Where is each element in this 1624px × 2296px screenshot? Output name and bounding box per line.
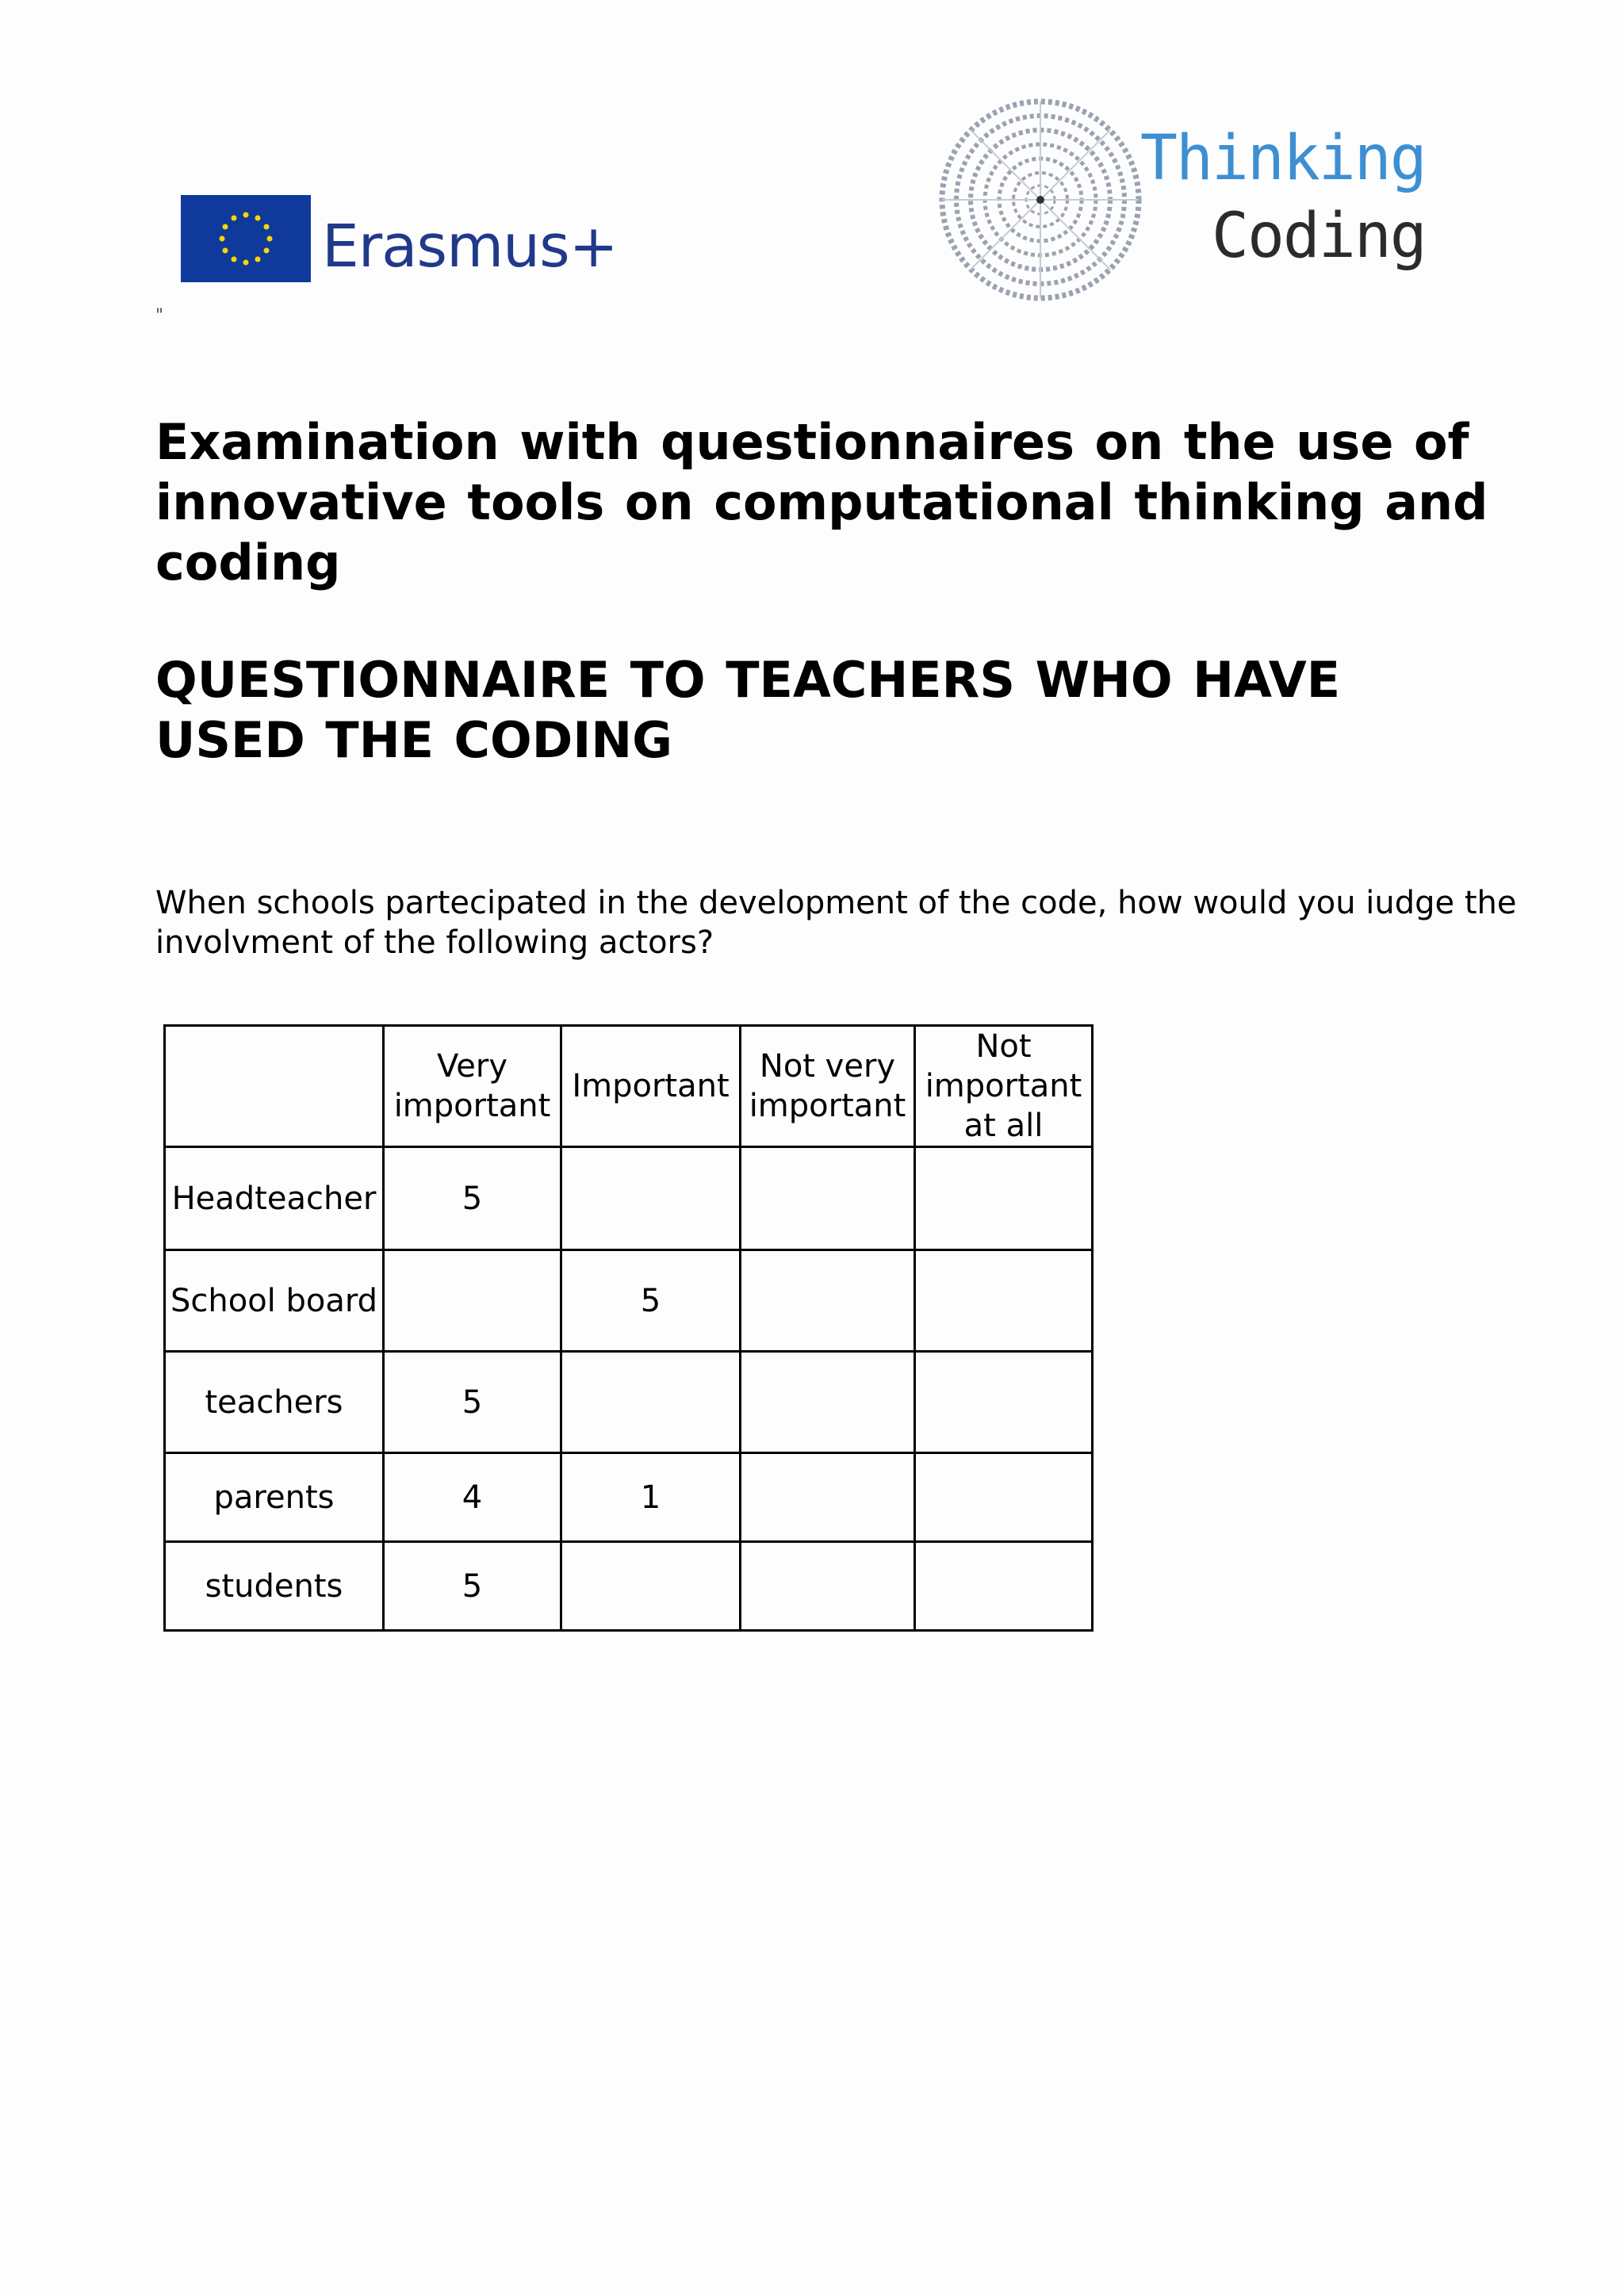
table-row bbox=[165, 1147, 1093, 1250]
column-header-not-important-at-all: Not important at all bbox=[915, 1026, 1093, 1147]
actor-cell: School board bbox=[165, 1250, 384, 1352]
actor-cell: teachers bbox=[165, 1352, 384, 1453]
table-row bbox=[165, 1453, 1093, 1542]
coding-logo-word: Coding bbox=[1212, 201, 1426, 272]
not-important-at-all-cell bbox=[915, 1250, 1093, 1352]
thinking-coding-logo bbox=[936, 95, 1459, 317]
table-row bbox=[165, 1250, 1093, 1352]
not-important-at-all-cell bbox=[915, 1542, 1093, 1631]
column-header-not-very-important: Not very important bbox=[741, 1026, 915, 1147]
very-important-cell: 5 bbox=[384, 1542, 561, 1631]
not-very-important-cell bbox=[741, 1542, 915, 1631]
important-cell bbox=[561, 1542, 741, 1631]
very-important-cell: 5 bbox=[384, 1352, 561, 1453]
not-very-important-cell bbox=[741, 1147, 915, 1250]
questionnaire-subtitle: QUESTIONNAIRE TO TEACHERS WHO HAVE USED THE CODING bbox=[155, 651, 1341, 769]
thinking-logo-word: Thinking bbox=[1140, 123, 1426, 194]
not-important-at-all-cell bbox=[915, 1352, 1093, 1453]
not-very-important-cell bbox=[741, 1453, 915, 1542]
not-very-important-cell bbox=[741, 1250, 915, 1352]
very-important-cell bbox=[384, 1250, 561, 1352]
not-important-at-all-cell bbox=[915, 1147, 1093, 1250]
not-important-at-all-cell bbox=[915, 1453, 1093, 1542]
table-row bbox=[165, 1352, 1093, 1453]
actor-cell: Headteacher bbox=[165, 1147, 384, 1250]
important-cell bbox=[561, 1147, 741, 1250]
erasmus-logo-text: Erasmus+ bbox=[322, 212, 618, 281]
survey-question: When schools partecipated in the development of the code, how would you iudge the involvment of the following actors? bbox=[155, 885, 1517, 961]
responses-table bbox=[163, 1024, 1094, 1632]
stray-quote-mark: " bbox=[155, 306, 164, 326]
table-header-row bbox=[165, 1026, 1093, 1147]
column-header-important: Important bbox=[561, 1026, 741, 1147]
actor-cell: parents bbox=[165, 1453, 384, 1542]
actor-cell: students bbox=[165, 1542, 384, 1631]
very-important-cell: 4 bbox=[384, 1453, 561, 1542]
erasmus-plus-logo bbox=[181, 195, 618, 290]
important-cell: 5 bbox=[561, 1250, 741, 1352]
table-row bbox=[165, 1542, 1093, 1631]
important-cell: 1 bbox=[561, 1453, 741, 1542]
eu-flag-icon bbox=[181, 195, 311, 282]
document-title: Examination with questionnaires on the use of innovative tools on computational thinking and coding bbox=[155, 413, 1488, 591]
column-header-very-important: Very important bbox=[384, 1026, 561, 1147]
very-important-cell: 5 bbox=[384, 1147, 561, 1250]
column-header-actor bbox=[165, 1026, 384, 1147]
binary-disc-icon bbox=[936, 95, 1145, 304]
important-cell bbox=[561, 1352, 741, 1453]
not-very-important-cell bbox=[741, 1352, 915, 1453]
